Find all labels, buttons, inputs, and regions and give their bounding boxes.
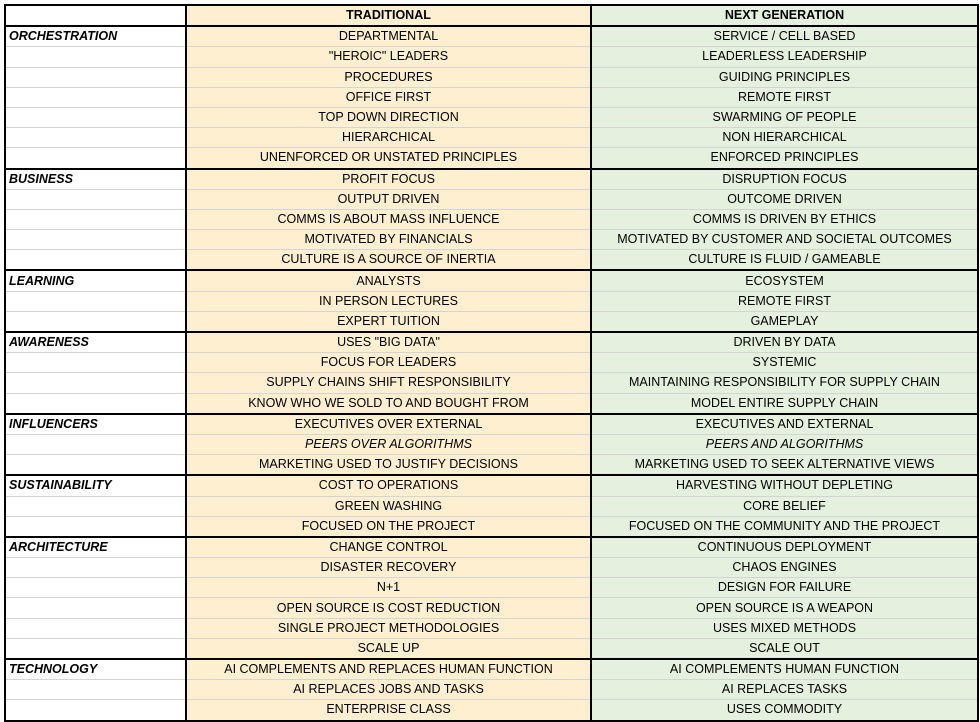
table-row xyxy=(5,516,978,537)
category-cell[interactable] xyxy=(5,311,186,332)
next-generation-cell[interactable]: SWARMING OF PEOPLE xyxy=(591,107,978,127)
next-generation-cell[interactable]: SYSTEMIC xyxy=(591,353,978,373)
category-cell[interactable] xyxy=(5,598,186,618)
category-cell[interactable] xyxy=(5,578,186,598)
category-cell[interactable] xyxy=(5,87,186,107)
traditional-cell[interactable]: FOCUSED ON THE PROJECT xyxy=(186,516,591,537)
category-label[interactable]: TECHNOLOGY xyxy=(5,659,186,680)
traditional-cell[interactable]: SINGLE PROJECT METHODOLOGIES xyxy=(186,618,591,638)
table-row xyxy=(5,67,978,87)
comparison-table xyxy=(4,4,979,722)
traditional-cell[interactable]: MARKETING USED TO JUSTIFY DECISIONS xyxy=(186,455,591,476)
category-cell[interactable] xyxy=(5,496,186,516)
category-cell[interactable] xyxy=(5,230,186,250)
next-generation-cell[interactable]: PEERS AND ALGORITHMS xyxy=(591,434,978,454)
traditional-header[interactable]: TRADITIONAL xyxy=(186,5,591,26)
category-cell[interactable] xyxy=(5,700,186,721)
traditional-cell[interactable]: CHANGE CONTROL xyxy=(186,537,591,558)
next-generation-cell[interactable]: USES MIXED METHODS xyxy=(591,618,978,638)
category-cell[interactable] xyxy=(5,455,186,476)
category-cell[interactable] xyxy=(5,209,186,229)
table-row xyxy=(5,169,978,190)
traditional-cell[interactable]: DEPARTMENTAL xyxy=(186,26,591,47)
category-cell[interactable] xyxy=(5,148,186,169)
table-row xyxy=(5,107,978,127)
table-row xyxy=(5,209,978,229)
traditional-cell[interactable]: "HEROIC" LEADERS xyxy=(186,47,591,67)
category-cell[interactable] xyxy=(5,291,186,311)
table-row xyxy=(5,250,978,271)
traditional-cell[interactable]: PROCEDURES xyxy=(186,67,591,87)
next-generation-cell[interactable]: SERVICE / CELL BASED xyxy=(591,26,978,47)
category-cell[interactable] xyxy=(5,638,186,659)
next-generation-cell[interactable]: CORE BELIEF xyxy=(591,496,978,516)
category-label[interactable]: ORCHESTRATION xyxy=(5,26,186,47)
traditional-cell[interactable]: CULTURE IS A SOURCE OF INERTIA xyxy=(186,250,591,271)
traditional-cell[interactable]: DISASTER RECOVERY xyxy=(186,558,591,578)
next-generation-cell[interactable]: CONTINUOUS DEPLOYMENT xyxy=(591,537,978,558)
next-generation-cell[interactable]: REMOTE FIRST xyxy=(591,291,978,311)
traditional-cell[interactable]: OPEN SOURCE IS COST REDUCTION xyxy=(186,598,591,618)
category-cell[interactable] xyxy=(5,128,186,148)
table-row xyxy=(5,311,978,332)
next-generation-cell[interactable]: USES COMMODITY xyxy=(591,700,978,721)
traditional-cell[interactable]: OFFICE FIRST xyxy=(186,87,591,107)
traditional-cell[interactable]: USES "BIG DATA" xyxy=(186,332,591,353)
next-generation-cell[interactable]: CHAOS ENGINES xyxy=(591,558,978,578)
category-label[interactable]: ARCHITECTURE xyxy=(5,537,186,558)
next-generation-cell[interactable]: HARVESTING WITHOUT DEPLETING xyxy=(591,475,978,496)
traditional-cell[interactable]: TOP DOWN DIRECTION xyxy=(186,107,591,127)
category-label[interactable]: INFLUENCERS xyxy=(5,414,186,435)
traditional-cell[interactable]: OUTPUT DRIVEN xyxy=(186,189,591,209)
header-row xyxy=(5,5,978,26)
traditional-cell[interactable]: HIERARCHICAL xyxy=(186,128,591,148)
table-row xyxy=(5,87,978,107)
next-generation-cell[interactable]: FOCUSED ON THE COMMUNITY AND THE PROJECT xyxy=(591,516,978,537)
category-cell[interactable] xyxy=(5,516,186,537)
table-row xyxy=(5,332,978,353)
table-row xyxy=(5,638,978,659)
next-generation-cell[interactable]: MOTIVATED BY CUSTOMER AND SOCIETAL OUTCOMES xyxy=(591,230,978,250)
next-generation-cell[interactable]: DESIGN FOR FAILURE xyxy=(591,578,978,598)
next-generation-cell[interactable]: LEADERLESS LEADERSHIP xyxy=(591,47,978,67)
table-row xyxy=(5,291,978,311)
traditional-cell[interactable]: EXECUTIVES OVER EXTERNAL xyxy=(186,414,591,435)
category-cell[interactable] xyxy=(5,353,186,373)
next-generation-cell[interactable]: AI REPLACES TASKS xyxy=(591,680,978,700)
traditional-cell[interactable]: COMMS IS ABOUT MASS INFLUENCE xyxy=(186,209,591,229)
next-generation-cell[interactable]: GUIDING PRINCIPLES xyxy=(591,67,978,87)
next-generation-cell[interactable]: COMMS IS DRIVEN BY ETHICS xyxy=(591,209,978,229)
category-cell[interactable] xyxy=(5,558,186,578)
next-generation-header[interactable]: NEXT GENERATION xyxy=(591,5,978,26)
table-row xyxy=(5,414,978,435)
traditional-cell[interactable]: GREEN WASHING xyxy=(186,496,591,516)
category-cell[interactable] xyxy=(5,47,186,67)
table-row xyxy=(5,455,978,476)
next-generation-cell[interactable]: CULTURE IS FLUID / GAMEABLE xyxy=(591,250,978,271)
comparison-table-body xyxy=(5,5,978,721)
category-cell[interactable] xyxy=(5,680,186,700)
category-cell[interactable] xyxy=(5,67,186,87)
table-row xyxy=(5,189,978,209)
category-cell[interactable] xyxy=(5,373,186,393)
table-row xyxy=(5,434,978,454)
table-row xyxy=(5,393,978,414)
category-label[interactable]: LEARNING xyxy=(5,270,186,291)
table-row xyxy=(5,270,978,291)
traditional-cell[interactable]: AI REPLACES JOBS AND TASKS xyxy=(186,680,591,700)
next-generation-cell[interactable]: OPEN SOURCE IS A WEAPON xyxy=(591,598,978,618)
category-cell[interactable] xyxy=(5,250,186,271)
next-generation-cell[interactable]: DRIVEN BY DATA xyxy=(591,332,978,353)
traditional-cell[interactable]: EXPERT TUITION xyxy=(186,311,591,332)
traditional-cell[interactable]: N+1 xyxy=(186,578,591,598)
next-generation-cell[interactable]: ENFORCED PRINCIPLES xyxy=(591,148,978,169)
next-generation-cell[interactable]: MAINTAINING RESPONSIBILITY FOR SUPPLY CHAIN xyxy=(591,373,978,393)
table-row xyxy=(5,618,978,638)
category-label[interactable]: SUSTAINABILITY xyxy=(5,475,186,496)
traditional-cell[interactable]: SCALE UP xyxy=(186,638,591,659)
category-cell[interactable] xyxy=(5,393,186,414)
next-generation-cell[interactable]: MODEL ENTIRE SUPPLY CHAIN xyxy=(591,393,978,414)
traditional-cell[interactable]: AI COMPLEMENTS AND REPLACES HUMAN FUNCTION xyxy=(186,659,591,680)
traditional-cell[interactable]: MOTIVATED BY FINANCIALS xyxy=(186,230,591,250)
traditional-cell[interactable]: SUPPLY CHAINS SHIFT RESPONSIBILITY xyxy=(186,373,591,393)
next-generation-cell[interactable]: REMOTE FIRST xyxy=(591,87,978,107)
table-row xyxy=(5,558,978,578)
next-generation-cell[interactable]: DISRUPTION FOCUS xyxy=(591,169,978,190)
table-row xyxy=(5,47,978,67)
table-row xyxy=(5,373,978,393)
table-row xyxy=(5,148,978,169)
next-generation-cell[interactable]: AI COMPLEMENTS HUMAN FUNCTION xyxy=(591,659,978,680)
category-cell[interactable] xyxy=(5,434,186,454)
next-generation-cell[interactable]: MARKETING USED TO SEEK ALTERNATIVE VIEWS xyxy=(591,455,978,476)
traditional-cell[interactable]: UNENFORCED OR UNSTATED PRINCIPLES xyxy=(186,148,591,169)
table-row xyxy=(5,537,978,558)
traditional-cell[interactable]: PEERS OVER ALGORITHMS xyxy=(186,434,591,454)
table-row xyxy=(5,700,978,721)
traditional-cell[interactable]: IN PERSON LECTURES xyxy=(186,291,591,311)
next-generation-cell[interactable]: SCALE OUT xyxy=(591,638,978,659)
table-row xyxy=(5,680,978,700)
category-label[interactable]: AWARENESS xyxy=(5,332,186,353)
category-cell[interactable] xyxy=(5,107,186,127)
next-generation-cell[interactable]: NON HIERARCHICAL xyxy=(591,128,978,148)
table-row xyxy=(5,475,978,496)
next-generation-cell[interactable]: GAMEPLAY xyxy=(591,311,978,332)
next-generation-cell[interactable]: ECOSYSTEM xyxy=(591,270,978,291)
traditional-cell[interactable]: COST TO OPERATIONS xyxy=(186,475,591,496)
table-row xyxy=(5,496,978,516)
traditional-cell[interactable]: FOCUS FOR LEADERS xyxy=(186,353,591,373)
next-generation-cell[interactable]: EXECUTIVES AND EXTERNAL xyxy=(591,414,978,435)
category-label[interactable]: BUSINESS xyxy=(5,169,186,190)
table-row xyxy=(5,230,978,250)
traditional-cell[interactable]: ANALYSTS xyxy=(186,270,591,291)
table-row xyxy=(5,578,978,598)
table-row xyxy=(5,26,978,47)
traditional-cell[interactable]: KNOW WHO WE SOLD TO AND BOUGHT FROM xyxy=(186,393,591,414)
category-cell[interactable] xyxy=(5,189,186,209)
traditional-cell[interactable]: ENTERPRISE CLASS xyxy=(186,700,591,721)
table-row xyxy=(5,659,978,680)
table-row xyxy=(5,128,978,148)
table-row xyxy=(5,353,978,373)
category-cell[interactable] xyxy=(5,618,186,638)
table-row xyxy=(5,598,978,618)
corner-cell[interactable] xyxy=(5,5,186,26)
traditional-cell[interactable]: PROFIT FOCUS xyxy=(186,169,591,190)
next-generation-cell[interactable]: OUTCOME DRIVEN xyxy=(591,189,978,209)
